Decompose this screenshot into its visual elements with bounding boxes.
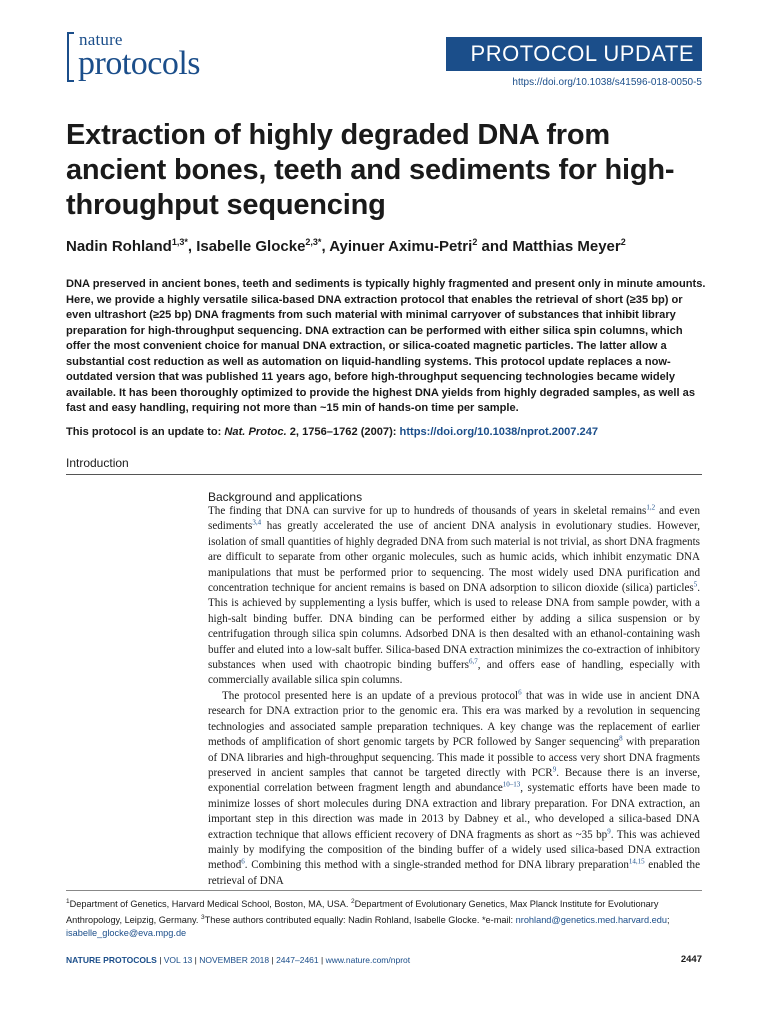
reference-citation[interactable]: 10–13 <box>502 780 521 789</box>
author-separator: , <box>321 238 330 255</box>
author-name[interactable]: Ayinuer Aximu-Petri <box>329 238 473 255</box>
update-note-doi-link[interactable]: https://doi.org/10.1038/nprot.2007.247 <box>399 426 599 438</box>
footer-separator: | <box>318 955 326 965</box>
text-run: . Because there is an inverse, exponential correlation between fragment length and abundance <box>208 766 701 795</box>
author-affiliation: 2 <box>472 237 478 247</box>
reference-citation[interactable]: 6 <box>241 857 245 866</box>
reference-citation[interactable]: 6,7 <box>469 657 478 666</box>
article-title: Extraction of highly degraded DNA from ancient bones, teeth and sediments for high-throughput sequencing <box>66 119 675 221</box>
reference-citation[interactable]: 8 <box>619 734 623 743</box>
reference-citation[interactable]: 3,4 <box>252 518 262 527</box>
text-run: Department of Evolutionary Genetics, Max Planck Institute for Evolutionary Anthropology, Leipzig, Germany. <box>66 899 659 926</box>
author-affiliation: 1,3* <box>171 237 188 247</box>
journal-logo <box>67 28 199 86</box>
reference-citation[interactable]: 1 <box>66 898 70 905</box>
logo-bracket <box>67 32 74 82</box>
author-name[interactable]: Matthias Meyer <box>512 238 621 255</box>
article-type-banner: PROTOCOL UPDATE <box>446 37 702 71</box>
text-run: . This was achieved mainly by modifying the composition of the binding buffer of a widely used silica-based DNA extraction method <box>208 828 700 872</box>
update-note-citation: 2, 1756–1762 (2007): <box>286 426 400 438</box>
footer-journal: NATURE PROTOCOLS <box>66 955 157 965</box>
body-paragraph <box>208 689 700 889</box>
footer-volume: VOL 13 <box>163 955 193 965</box>
subsection-heading: Background and applications <box>208 490 363 504</box>
text-run: The protocol presented here is an update of a previous protocol <box>222 689 519 702</box>
reference-citation[interactable]: 3 <box>201 914 205 922</box>
reference-citation[interactable]: 5 <box>693 580 698 589</box>
author-affiliation: 2,3* <box>305 237 322 247</box>
article-doi-link[interactable]: https://doi.org/10.1038/s41596-018-0050-5 <box>512 77 702 88</box>
reference-citation[interactable]: 6 <box>518 688 522 697</box>
affiliations-footnote <box>66 895 702 940</box>
update-note-journal: Nat. Protoc. <box>224 426 287 438</box>
reference-citation[interactable]: 14,15 <box>628 857 645 866</box>
text-run: that was in wide use in ancient DNA research for DNA extraction prior to the genomic era. This era was marked by a revolution in sequencing technologies and associated sample preparation techniques. A key change was the replacement of earlier methods of amplification of short genomic targets by PCR followed by Sanger sequencing <box>208 689 700 749</box>
footer-site-link[interactable]: www.nature.com/nprot <box>325 955 411 965</box>
abstract: DNA preserved in ancient bones, teeth and sediments is typically highly fragmented and present only in minute amounts. Here, we provide a highly versatile silica-based DNA extraction protocol that enables the retrieval of short (≥35 bp) or even ultrashort (≥25 bp) DNA fragments from such material with minimal carryover of substances that inhibit library preparation for high-throughput sequencing. DNA extraction can be performed with either silica spin columns, which offer the most convenient choice for manual DNA extraction, or silica-coated magnetic particles. The latter allow a substantial cost reduction as well as automation on liquid-handling systems. This protocol update replaces a now-outdated version that was published 11 years ago, before high-throughput sequencing technologies became widely available. It has been thoroughly optimized to provide the highest DNA yields from highly degraded samples, as well as fast and easy handling, requiring not more than ~15 min of hands-on time per sample. <box>66 278 706 414</box>
update-note-prefix: This protocol is an update to: <box>66 426 225 438</box>
text-run: . This is achieved by supplementing a lysis buffer, which is used to release DNA from sample powder, with a high-salt binding buffer. DNA binding can be performed either by adding a silica suspension or by centrifugation through silica spin columns. Adsorbed DNA is then desalted with an ethanol-containing wash buffer and eluted into a low-salt buffer. Silica-based DNA extraction minimizes the co-extraction of inhibitory substances when used with chaotropic binding buffers <box>208 582 700 672</box>
reference-citation[interactable]: 9 <box>607 826 611 835</box>
text-run: Department of Genetics, Harvard Medical School, Boston, MA, USA. <box>69 899 351 910</box>
logo-wordmark-nature: nature <box>79 30 123 49</box>
section-divider <box>66 474 702 475</box>
email-link[interactable]: nrohland@genetics.med.harvard.edu <box>515 915 667 926</box>
logo-wordmark-protocols: protocols <box>78 45 201 82</box>
page-number: 2447 <box>680 954 702 965</box>
body-paragraph <box>208 504 700 689</box>
text-run: , and offers ease of handling, especially with commercially available silica spin columns. <box>208 659 700 687</box>
footer-separator: | <box>156 955 164 965</box>
email-link[interactable]: isabelle_glocke@eva.mpg.de <box>66 928 187 939</box>
footer-citation <box>66 955 410 965</box>
author-separator: and <box>477 238 513 255</box>
author-separator: , <box>187 238 197 255</box>
author-name[interactable]: Isabelle Glocke <box>196 238 306 255</box>
reference-citation[interactable]: 9 <box>552 765 557 774</box>
text-run: These authors contributed equally: Nadin Rohland, Isabelle Glocke. *e-mail: <box>204 915 516 926</box>
text-run: ; <box>666 915 670 926</box>
author-name[interactable]: Nadin Rohland <box>66 238 172 255</box>
text-run: enabled the retrieval of DNA <box>208 859 700 887</box>
update-note <box>66 426 598 438</box>
section-heading: Introduction <box>66 456 129 470</box>
text-run: has greatly accelerated the use of ancient DNA analysis in evolutionary studies. However, isolation of small quantities of highly degraded DNA from such material is not trivial, as short DNA fragments are difficult to separate from other organic molecules, such as humic acids, which inhibit enzymatic DNA manipulations that must be performed prior to sequencing. The most widely used DNA purification and concentration technique for ancient remains is based on DNA adsorption to silicon dioxide (silica) particles <box>208 520 700 595</box>
footer-separator: | <box>269 955 277 965</box>
text-run: . Combining this method with a single-stranded method for DNA library preparation <box>244 859 629 872</box>
footnote-divider <box>66 890 702 891</box>
footer-separator: | <box>192 955 200 965</box>
author-list <box>66 237 626 255</box>
text-run: and even sediments <box>208 505 700 533</box>
author-affiliation: 2 <box>620 237 626 247</box>
text-run: , systematic efforts have been made to minimize losses of short molecules during DNA extraction and library preparation. For DNA extraction, an important step in this direction was made in 2013 by Dabney et al., who developed a silica-based DNA extraction technique that allows efficient recovery of DNA fragments as short as ~35 bp <box>208 782 700 841</box>
reference-citation[interactable]: 2 <box>350 898 355 905</box>
footer-date: NOVEMBER 2018 <box>199 955 270 965</box>
footer-pages: 2447–2461 <box>276 955 319 965</box>
text-run: with preparation of DNA libraries and high-throughput sequencing. This made it possible to access very short DNA fragments preserved in ancient samples that cannot be targeted directly with PCR <box>208 736 700 779</box>
body-text <box>208 504 700 889</box>
reference-citation[interactable]: 1,2 <box>646 503 656 512</box>
text-run: The finding that DNA can survive for up to hundreds of thousands of years in skeletal remains <box>208 505 647 517</box>
